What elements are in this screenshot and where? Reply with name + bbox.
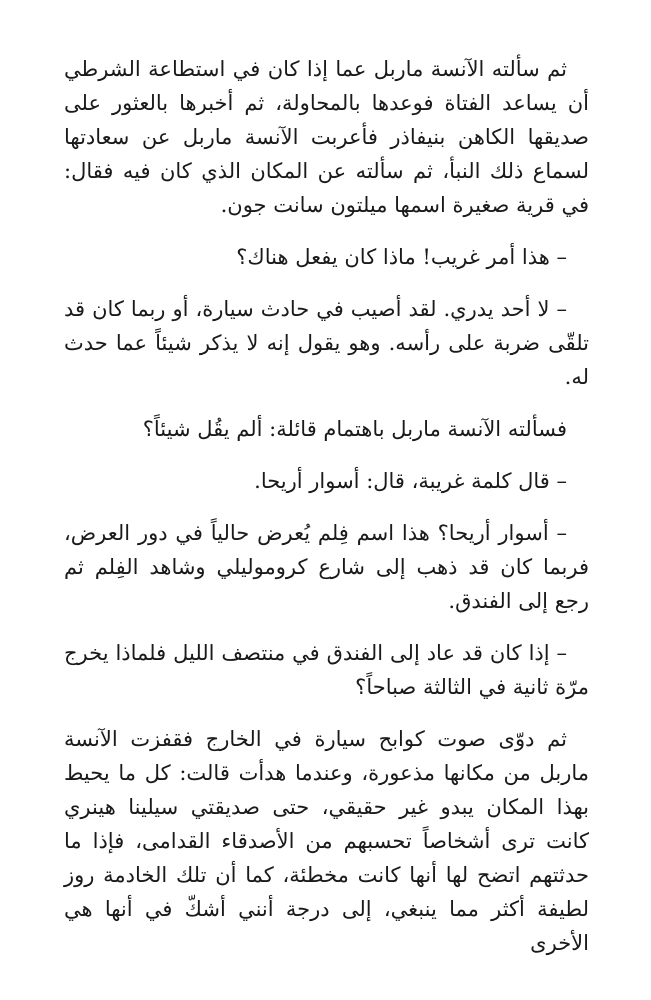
paragraph-4: فسألته الآنسة ماربل باهتمام قائلة: ألم يقُل شيئاً؟ (142, 417, 567, 441)
paragraph-6: – أسوار أريحا؟ هذا اسم فِلم يُعرض حالياً في دور العرض، فربما كان قد ذهب إلى شارع كروموليلي وشاهد الفِلم ثم رجع إلى الفندق. (64, 521, 589, 613)
paragraph-1: ثم سألته الآنسة ماربل عما إذا كان في استطاعة الشرطي أن يساعد الفتاة فوعدها بالمحاولة، ثم أخبرها بالعثور على صديقها الكاهن بنيفاذر فأعربت الآنسة ماربل عن سعادتها لسماع ذلك النبأ، ثم سألته عن المكان الذي كان فيه فقال: في قرية صغيرة اسمها ميلتون سانت جون. (64, 57, 589, 217)
paragraph-2: – هذا أمر غريب! ماذا كان يفعل هناك؟ (236, 245, 567, 269)
paragraph-3: – لا أحد يدري. لقد أصيب في حادث سيارة، أو ربما كان قد تلقّى ضربة على رأسه. وهو يقول إنه لا يذكر شيئاً عما حدث له. (64, 297, 589, 389)
paragraph-5: – قال كلمة غريبة، قال: أسوار أريحا. (254, 469, 567, 493)
paragraph-8: ثم دوّى صوت كوابح سيارة في الخارج فقفزت الآنسة ماربل من مكانها مذعورة، وعندما هدأت قالت: كل ما يحيط بهذا المكان يبدو غير حقيقي، حتى صديقتي سيلينا هينري كانت ترى أشخاصاً تحسبهم من الأصدقاء القدامى، فإذا ما حدثتهم اتضح لها أنها كانت مخطئة، كما أن تلك الخادمة روز لطيفة أكثر مما ينبغي، إلى درجة أنني أشكّ في أنها هي الأخرى (64, 727, 589, 955)
paragraph-7: – إذا كان قد عاد إلى الفندق في منتصف الليل فلماذا يخرج مرّة ثانية في الثالثة صباحاً؟ (64, 641, 589, 699)
